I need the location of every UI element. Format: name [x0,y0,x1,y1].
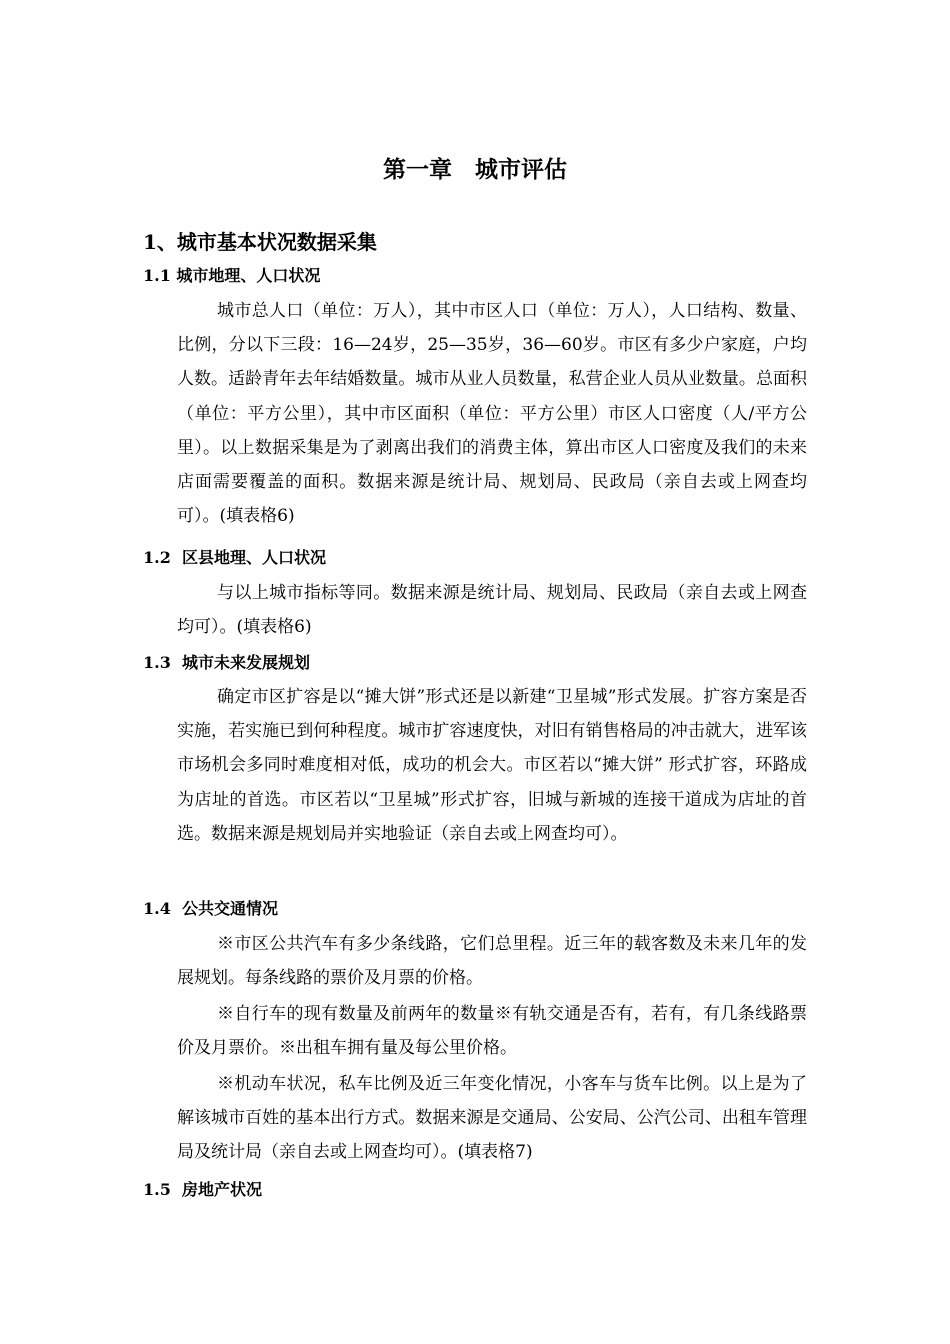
subsection-heading-1-3: 1.3 城市未来发展规划 [143,653,310,672]
paragraph-1-4-a: ※市区公共汽车有多少条线路，它们总里程。近三年的载客数及未来几年的发展规划。每条线路的票价及月票的价格。 [177,934,807,989]
section-title: 1、城市基本状况数据采集 [143,230,377,254]
paragraph-1-1: 城市总人口（单位：万人），其中市区人口（单位：万人），人口结构、数量、比例，分以下三段：16—24岁，25—35岁，36—60岁。市区有多少户家庭，户均人数。适龄青年去年结婚数量。城市从业人员数量，私营企业人员从业数量。总面积（单位：平方公里），其中市区面积（单位：平方公里）市区人口密度（人/平方公里）。以上数据采集是为了剥离出我们的消费主体，算出市区人口密度及我们的未来店面需要覆盖的面积。数据来源是统计局、规划局、民政局（亲自去或上网查均可）。(填表格6) [177,301,807,527]
chapter-title: 第一章 城市评估 [383,156,567,183]
subsection-heading-1-2: 1.2 区县地理、人口状况 [143,548,326,567]
paragraph-1-4-c: ※机动车状况，私车比例及近三年变化情况，小客车与货车比例。以上是为了解该城市百姓的基本出行方式。数据来源是交通局、公安局、公汽公司、出租车管理局及统计局（亲自去或上网查均可）。(填表格7) [177,1074,807,1163]
paragraph-1-3: 确定市区扩容是以“摊大饼”形式还是以新建“卫星城”形式发展。扩容方案是否实施，若实施已到何种程度。城市扩容速度快，对旧有销售格局的冲击就大，进军该市场机会多同时难度相对低，成功的机会大。市区若以“摊大饼” 形式扩容，环路成为店址的首选。市区若以“卫星城”形式扩容，旧城与新城的连接干道成为店址的首选。数据来源是规划局并实地验证（亲自去或上网查均可）。 [177,687,807,844]
subsection-heading-1-5: 1.5 房地产状况 [143,1180,262,1199]
paragraph-1-2: 与以上城市指标等同。数据来源是统计局、规划局、民政局（亲自去或上网查均可）。(填表格6) [177,583,807,638]
paragraph-1-4-b: ※自行车的现有数量及前两年的数量※有轨交通是否有，若有，有几条线路票价及月票价。※出租车拥有量及每公里价格。 [177,1004,807,1059]
subsection-heading-1-1: 1.1 城市地理、人口状况 [143,266,321,285]
subsection-heading-1-4: 1.4 公共交通情况 [143,899,278,918]
